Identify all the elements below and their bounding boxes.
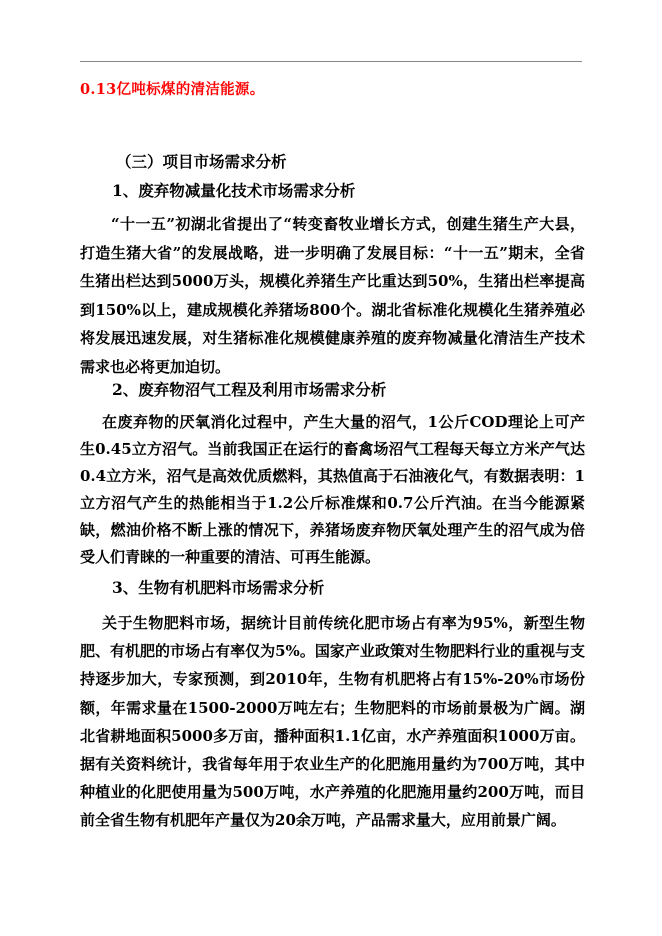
paragraph-1: “十一五”初湖北省提出了“转变畜牧业增长方式，创建生猪生产大县，打造生猪大省”的发展战略，进一步明确了发展目标：“十一五”期末，全省生猪出栏达到5000万头，规模化养猪生产比重达到50%，生猪出栏率提高到150%以上，建成规模化养猪场800个。湖北省标准化规模化生猪养殖必将发展迅速发展，对生猪标准化规模健康养殖的废弃物减量化清洁生产技术需求也必将更加迫切。 xyxy=(80,215,585,376)
paragraph-3: 关于生物肥料市场，据统计目前传统化肥市场占有率为95%，新型生物肥、有机肥的市场占有率仅为5%。国家产业政策对生物肥料行业的重视与支持逐步加大，专家预测，到2010年，生物有机肥将占有15%-20%市场份额，年需求量在1500-2000万吨左右；生物肥料的市场前景极为广阔。湖北省耕地面积5000多万亩，播种面积1.1亿亩，水产养殖面积1000万亩。据有关资料统计，我省每年用于农业生产的化肥施用量约为700万吨，其中种植业的化肥使用量为500万吨，水产养殖的化肥施用量约200万吨，而目前全省生物有机肥年产量仅为20余万吨，产品需求量大，应用前景广阔。 xyxy=(80,614,585,830)
sub-heading-2: 2、废弃物沼气工程及利用市场需求分析 xyxy=(112,380,387,399)
section-title: （三）项目市场需求分析 xyxy=(116,152,287,171)
header-rule xyxy=(80,61,582,62)
sub-heading-3: 3、生物有机肥料市场需求分析 xyxy=(112,578,325,597)
paragraph-2: 在废弃物的厌氧消化过程中，产生大量的沼气，1公斤COD理论上可产生0.45立方沼气。当前我国正在运行的畜禽场沼气工程每天每立方米产气达0.4立方米，沼气是高效优质燃料，其热值高于石油液化气，有数据表明：1立方沼气产生的热能相当于1.2公斤标准煤和0.7公斤汽油。在当今能源紧缺，燃油价格不断上涨的情况下，养猪场废弃物厌氧处理产生的沼气成为倍受人们青睐的一种重要的清洁、可再生能源。 xyxy=(80,413,585,566)
sub-heading-1: 1、废弃物减量化技术市场需求分析 xyxy=(112,181,356,200)
highlight-text: 0.13亿吨标煤的清洁能源。 xyxy=(80,81,265,98)
